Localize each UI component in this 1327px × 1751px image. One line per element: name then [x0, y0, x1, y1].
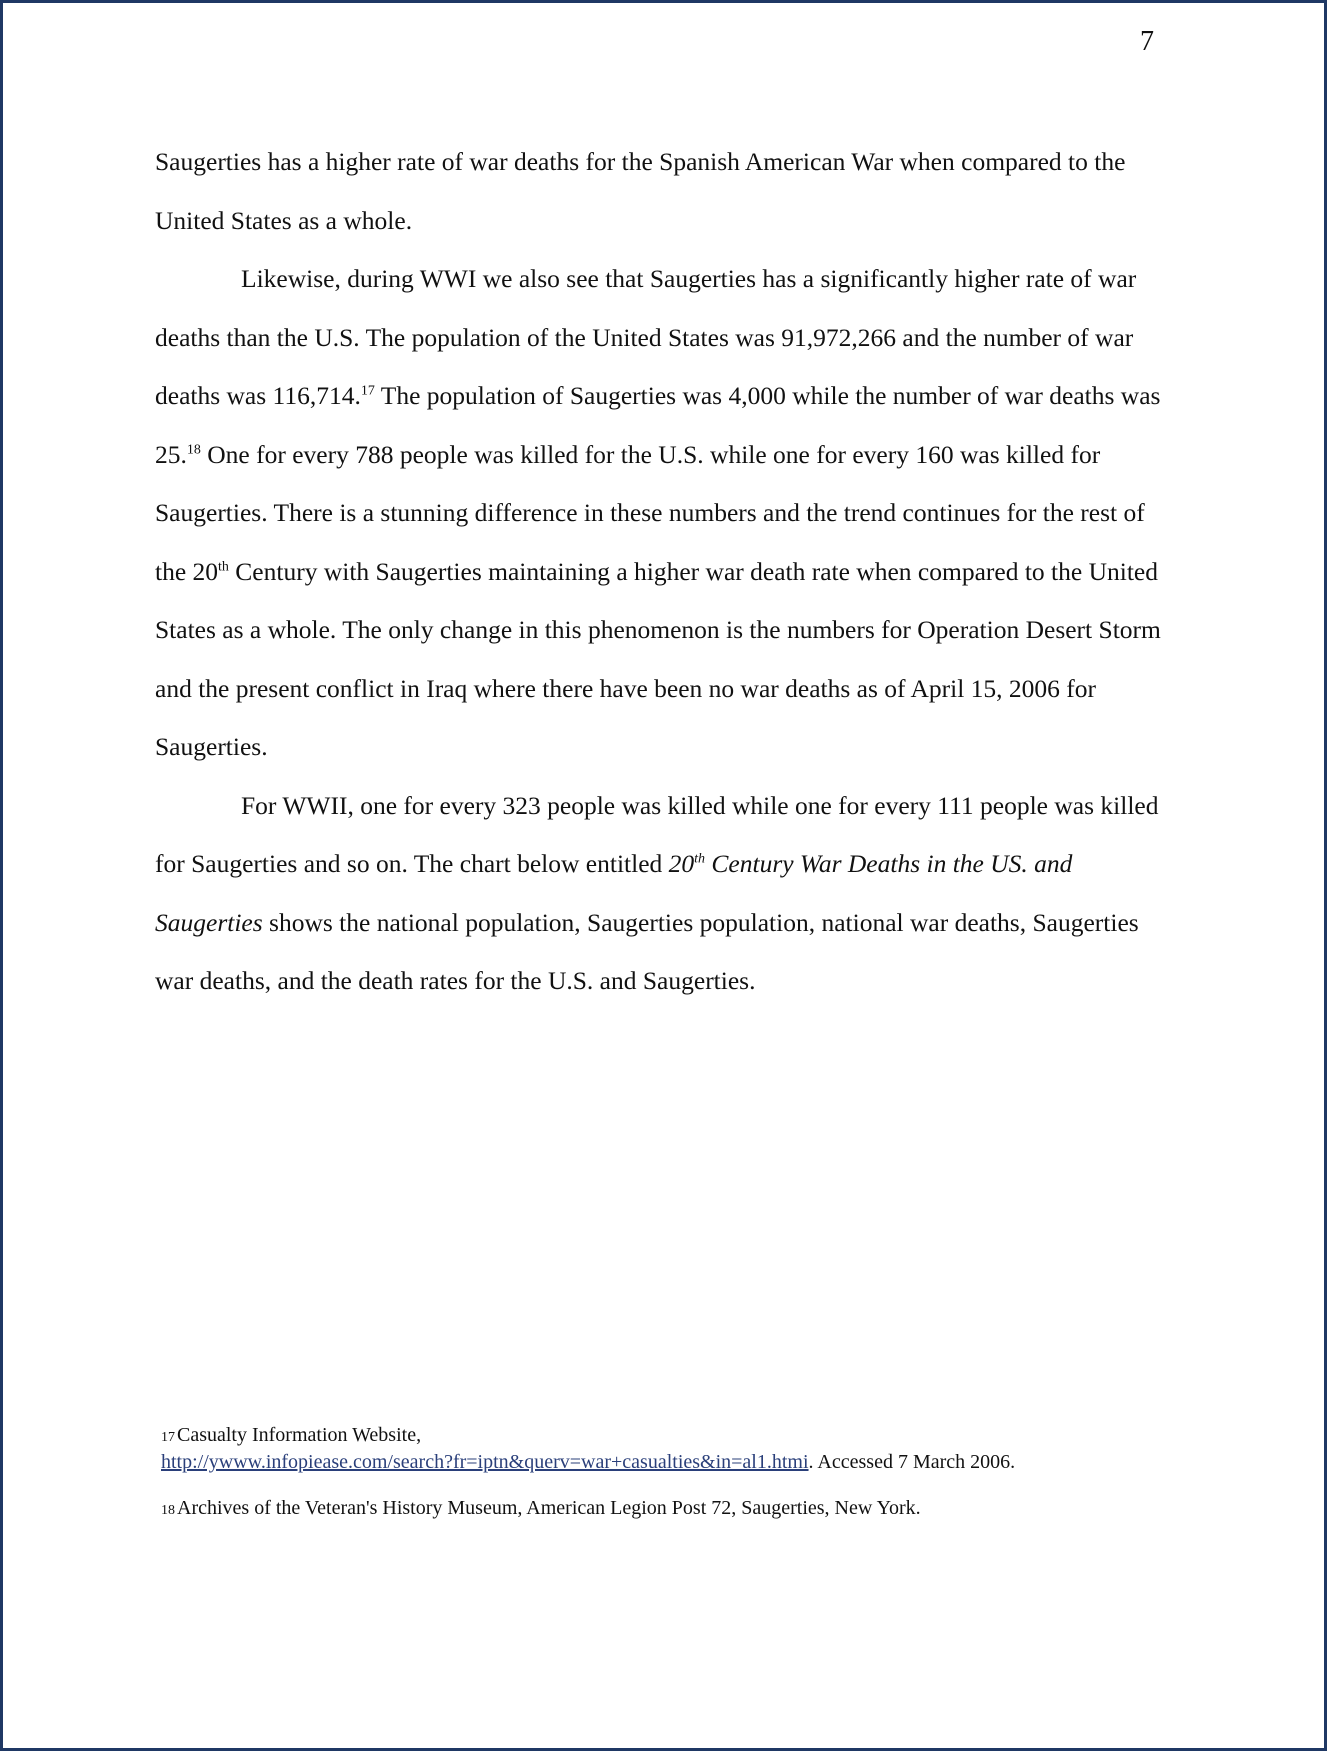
chart-title-part: 20 [668, 849, 695, 878]
chart-title-part: Century War Deaths in the US. and Saugerties [155, 849, 1073, 937]
footnote-link[interactable]: http://ywww.infopiease.com/search?fr=iptn&querv=war+casualties&in=al1.htmi [161, 1451, 809, 1473]
paragraph-text: Century with Saugerties maintaining a higher war death rate when compared to the United States as a whole. The only change in this phenomenon is the numbers for Operation Desert Storm and the present conflict in Iraq where there have been no war deaths as of April 15, 2006 for Saugerties. [155, 556, 1161, 761]
footnote-number: 17 [161, 1430, 175, 1445]
footnote-text: . Accessed 7 March 2006. [808, 1451, 1016, 1473]
paragraph-text: shows the national population, Saugerties population, national war deaths, Saugerties war deaths, and the death rates for the U.S. and Saugerties. [155, 907, 1139, 995]
ordinal-suffix: th [218, 559, 229, 574]
paragraph-text: For WWII, one for every 323 people was killed while one for every 111 people was killed for Saugerties and so on. The chart below entitled [155, 790, 1159, 878]
footnotes [161, 1423, 1171, 1545]
footnote-text: Casualty Information Website, [177, 1424, 422, 1446]
body-text [155, 133, 1165, 1011]
page-number: 7 [1140, 26, 1154, 57]
footnote-17 [161, 1423, 1171, 1474]
footnote-number: 18 [161, 1503, 175, 1518]
ordinal-suffix: th [694, 851, 706, 867]
paragraph-spanish-american-war: Saugerties has a higher rate of war deaths for the Spanish American War when compared to the United States as a whole. [155, 147, 1126, 235]
footnote-ref-17[interactable]: 17 [360, 383, 375, 399]
paragraph-wwi [155, 250, 1165, 777]
footnote-18 [161, 1496, 1171, 1523]
paragraph-text: Likewise, during WWI we also see that Saugerties has a significantly higher rate of war deaths than the U.S. The population of the United States was 91,972,266 and the number of war deaths was 116,714. [155, 264, 1137, 410]
paragraph-text: One for every 788 people was killed for the U.S. while one for every 160 was killed for Saugerties. There is a stunning difference in these numbers and the trend continues for the rest of the 20 [155, 439, 1145, 586]
paragraph-text: The population of Saugerties was 4,000 while the number of war deaths was 25. [155, 381, 1161, 469]
footnote-text: Archives of the Veteran's History Museum, American Legion Post 72, Saugerties, New York. [177, 1497, 921, 1519]
paragraph-wwii [155, 777, 1165, 1011]
footnote-ref-18[interactable]: 18 [186, 442, 201, 457]
